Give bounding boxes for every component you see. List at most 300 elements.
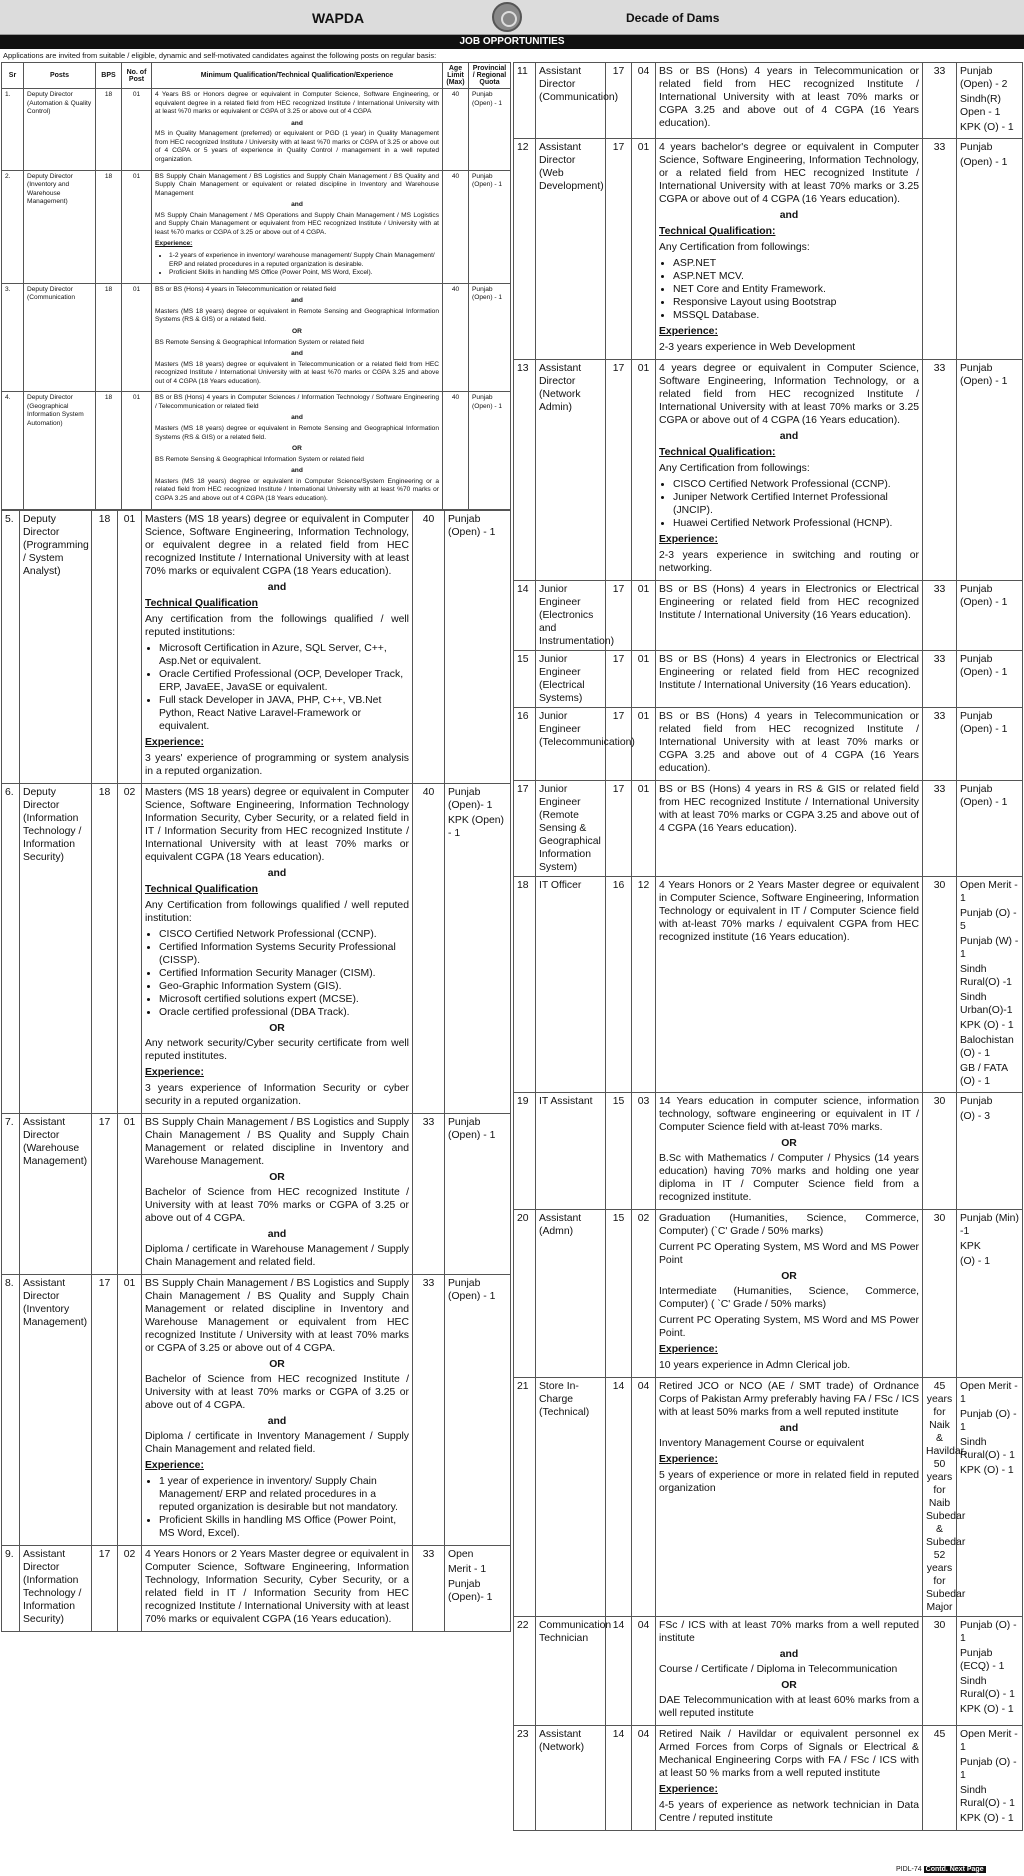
quota-cell (469, 392, 511, 509)
connector-text: and (779, 1423, 799, 1434)
sr-cell: 2. (2, 170, 24, 283)
qualification-text: BS or BS (Hons) 4 years in Telecommunication or related field from HEC recognized Institute / International University with at least 70% marks or CGPA 3.25 and above out of 4 CGPA (16 Years education). (659, 66, 919, 129)
sr-cell: 9. (2, 1545, 20, 1631)
age-limit-cell: 40 (443, 392, 469, 509)
sr-cell: 13 (514, 360, 536, 581)
sr-cell: 22 (514, 1617, 536, 1726)
table-row (514, 1726, 1023, 1831)
quota-entry: KPK (O) - 1 (960, 1704, 1014, 1715)
qualification-text: Graduation (Humanities, Science, Commerce, Computer) (`C' Grade / 50% marks) (659, 1213, 919, 1237)
table-row (514, 63, 1023, 139)
sr-cell: 21 (514, 1378, 536, 1617)
sr-cell: 15 (514, 651, 536, 708)
no-of-post-cell: 01 (632, 360, 656, 581)
intro-text: Applications are invited from suitable / eligible, dynamic and self-motivated candidates against the following posts on regular basis: (3, 51, 437, 60)
table-row (2, 170, 511, 283)
experience-heading: Experience: (659, 1454, 718, 1465)
qualification-cell (152, 89, 443, 171)
quota-entry: Punjab (Open) - 1 (448, 513, 496, 538)
connector-text: and (291, 467, 303, 475)
bps-cell: 14 (606, 1726, 632, 1831)
quota-cell (957, 1617, 1023, 1726)
qualification-cell (152, 170, 443, 283)
quota-entry: (Open) - 1 (960, 157, 1008, 168)
qualification-text: BS or BS (Hons) 4 years in Computer Sciences / Information Technology / Software Engineering / Telecommunication or related field (155, 394, 439, 410)
quota-entry: Punjab (Open) - 1 (960, 584, 1008, 608)
connector-text: and (291, 350, 303, 358)
sr-cell: 12 (514, 139, 536, 360)
col-sr: Sr (2, 63, 24, 89)
quota-entry: Punjab (Open) - 1 (472, 285, 503, 302)
bps-cell: 18 (92, 510, 118, 783)
bps-cell: 17 (92, 1113, 118, 1274)
list-item: • Geo-Graphic Information System (GIS). (159, 980, 409, 993)
quota-entry: Punjab (960, 142, 993, 153)
post-cell: Deputy Director (Geographical Information System Automation) (24, 392, 96, 509)
requirement-list (155, 252, 439, 278)
sr-cell: 6. (2, 783, 20, 1113)
qualification-cell (656, 581, 923, 651)
quota-cell (957, 651, 1023, 708)
list-item: • 1-2 years of experience in inventory/ warehouse management/ Supply Chain Management/ ERP and related procedures in a reputed organization is desirable. (169, 252, 439, 269)
qualification-text: 3 years' experience of programming or system analysis in a reputed organization. (145, 752, 409, 777)
quota-cell (957, 781, 1023, 877)
qualification-cell (152, 283, 443, 392)
technical-qualification-heading: Technical Qualification (145, 597, 258, 609)
qualification-text: Any Certification from followings: (659, 463, 810, 474)
qualification-cell (656, 708, 923, 781)
quota-cell (957, 139, 1023, 360)
qualification-cell (142, 1274, 413, 1545)
list-item: • ASP.NET MCV. (673, 270, 919, 283)
post-cell: Deputy Director (Inventory and Warehouse Management) (24, 170, 96, 283)
table-row (514, 877, 1023, 1093)
quota-entry: Punjab (Open) - 1 (448, 1116, 496, 1141)
qualification-cell (142, 1113, 413, 1274)
right-column (513, 62, 1023, 1872)
age-limit-cell: 33 (413, 1274, 445, 1545)
post-cell: IT Officer (536, 877, 606, 1093)
qualification-text: MS Supply Chain Management / MS Operations and Supply Chain Management / MS Logistics and Supply Chain Management or equivalent from HEC recognized Institute / University with at least %70 marks or CGPA of 3.25 or above out of 4 CGPA. (155, 211, 439, 236)
post-cell: Deputy Director (Information Technology / Information Security) (20, 783, 92, 1113)
qualification-text: BS or BS (Hons) 4 years in Electronics or Electrical Engineering or related field from HEC recognized Institute / International University (16 Years education). (659, 584, 919, 621)
age-limit-cell: 30 (923, 877, 957, 1093)
sr-cell: 3. (2, 283, 24, 392)
list-item: • Full stack Developer in JAVA, PHP, C++, VB.Net Python, React Native Laravel-Framework or equivalent. (159, 694, 409, 733)
bps-cell: 17 (92, 1545, 118, 1631)
table-row (514, 1210, 1023, 1378)
quota-entry: KPK (O) - 1 (960, 1465, 1014, 1476)
quota-entry: Sindh Rural(O) - 1 (960, 1676, 1015, 1700)
connector-text: and (291, 414, 303, 422)
quota-entry: Punjab (Open) - 1 (960, 654, 1008, 678)
experience-heading: Experience: (659, 326, 718, 337)
quota-entry: Punjab (Open) - 1 (472, 172, 503, 189)
bps-cell: 16 (606, 877, 632, 1093)
quota-cell (957, 1726, 1023, 1831)
connector-text: and (291, 297, 303, 305)
sr-cell: 18 (514, 877, 536, 1093)
sr-cell: 14 (514, 581, 536, 651)
technical-qualification-heading: Technical Qualification (145, 883, 258, 895)
qualification-text: Masters (MS 18 years) degree or equivalent in Remote Sensing and Geographical Information Systems (RS & GIS) or a related field. (155, 425, 439, 441)
bps-cell: 18 (96, 170, 122, 283)
col-no: No. of Post (122, 63, 152, 89)
qualification-cell (142, 1545, 413, 1631)
sr-cell: 1. (2, 89, 24, 171)
quota-entry: Punjab (Open) - 1 (960, 363, 1008, 387)
quota-entry: Balochistan (O) - 1 (960, 1035, 1014, 1059)
quota-entry: Punjab (O) - 1 (960, 1409, 1017, 1433)
bps-cell: 17 (92, 1274, 118, 1545)
list-item: • Microsoft Certification in Azure, SQL Server, C++, Asp.Net or equivalent. (159, 642, 409, 668)
col-quota: Provincial / Regional Quota (469, 63, 511, 89)
bps-cell: 18 (96, 283, 122, 392)
col-posts: Posts (24, 63, 96, 89)
banner: JOB OPPORTUNITIES (0, 35, 1024, 49)
quota-cell (445, 510, 511, 783)
qualification-text: BS Remote Sensing & Geographical Information System or related field (155, 455, 364, 463)
connector-text: and (779, 1649, 799, 1660)
connector-text: OR (292, 327, 302, 335)
bps-cell: 15 (606, 1093, 632, 1210)
qualification-text: MS in Quality Management (preferred) or equivalent or PGD (1 year) in Quality Management from HEC recognized Institute / University with at least %70 marks or CGPA of 3.25 or above out of 4 CGPA or 5 years of experience in Quality Control / management in a well reputed organization. (155, 130, 439, 163)
col-bps: BPS (96, 63, 122, 89)
list-item: • Responsive Layout using Bootstrap (673, 296, 919, 309)
bps-cell: 14 (606, 1617, 632, 1726)
header (0, 0, 1024, 35)
qualification-text: Masters (MS 18 years) degree or equivalent in Computer Science, Software Engineering, Information Technology, or equivalent degree in a related field from HEC recognized Institute / International University with at least 70% marks or equivalent CGPA (18 Years education). (145, 513, 409, 577)
no-of-post-cell: 04 (632, 1378, 656, 1617)
qualification-text: 2-3 years experience in switching and routing or networking. (659, 550, 919, 574)
quota-cell (469, 283, 511, 392)
connector-text: OR (269, 1358, 285, 1370)
qualification-cell (656, 1378, 923, 1617)
no-of-post-cell: 01 (632, 581, 656, 651)
age-limit-cell: 45 years for Naik & Havildar, 50 years for Naib Subedar & Subedar 52 years for Subedar Major (923, 1378, 957, 1617)
wapda-logo-icon (492, 2, 522, 32)
quota-entry: Punjab (Open) - 1 (448, 1277, 496, 1302)
quota-cell (469, 89, 511, 171)
footer-code: PIDL-74 (896, 1866, 922, 1873)
experience-heading: Experience: (659, 1344, 718, 1355)
age-limit-cell: 33 (923, 360, 957, 581)
qualification-text: Any network security/Cyber security certificate from well reputed institutes. (145, 1037, 409, 1062)
age-limit-cell: 33 (923, 139, 957, 360)
no-of-post-cell: 01 (118, 510, 142, 783)
post-cell: Assistant Director (Web Development) (536, 139, 606, 360)
qualification-text: BS Supply Chain Management / BS Logistics and Supply Chain Management / BS Quality and Supply Chain Management or equivalent or related discipline in Inventory and Warehouse Management (155, 172, 439, 197)
col-age: Age Limit (Max) (443, 63, 469, 89)
quota-entry: Open Merit - 1 (960, 1729, 1018, 1753)
experience-heading: Experience: (145, 1066, 204, 1078)
connector-text: and (267, 581, 287, 593)
qualification-text: Any certification from the followings qualified / well reputed institutions: (145, 613, 409, 638)
post-cell: Communication Technician (536, 1617, 606, 1726)
no-of-post-cell: 04 (632, 1726, 656, 1831)
age-limit-cell: 33 (923, 708, 957, 781)
qualification-text: 4 Years Honors or 2 Years Master degree or equivalent in Computer Science, Software Engineering, Information Technology or equivalent in IT / Computer Science field with at-least 70% marks / equivalent CGPA from HEC recognized institute (16 Years education). (659, 880, 919, 943)
sr-cell: 5. (2, 510, 20, 783)
table-row (514, 360, 1023, 581)
no-of-post-cell: 01 (632, 708, 656, 781)
table-header-row (2, 63, 511, 89)
post-cell: Assistant Director (Communication) (536, 63, 606, 139)
list-item: • CISCO Certified Network Professional (CCNP). (673, 478, 919, 491)
qualification-text: BS Supply Chain Management / BS Logistics and Supply Chain Management / BS Quality and Supply Chain Management or related discipline in Inventory and Warehouse Management. (145, 1116, 409, 1167)
post-cell: Store In-Charge (Technical) (536, 1378, 606, 1617)
no-of-post-cell: 01 (122, 283, 152, 392)
quota-entry: Punjab (Open) - 1 (472, 91, 503, 107)
quota-entry: Sindh Rural(O) - 1 (960, 1785, 1015, 1809)
table-row (2, 1113, 511, 1274)
table-row (514, 581, 1023, 651)
experience-heading: Experience: (659, 1784, 718, 1795)
age-limit-cell: 40 (443, 89, 469, 171)
no-of-post-cell: 01 (122, 89, 152, 171)
qualification-text: 4 Years Honors or 2 Years Master degree or equivalent in Computer Science, Software Engineering, Information Technology, Information Security, Cyber Security, or a related field in IT / Information Security from HEC recognized Institute / International University with at least 70% marks or equivalent CGPA (16 Years education). (145, 1548, 409, 1625)
quota-entry: (O) - 3 (960, 1111, 991, 1122)
quota-entry: KPK (O) - 1 (960, 1020, 1014, 1031)
post-cell: IT Assistant (536, 1093, 606, 1210)
technical-qualification-heading: Technical Qualification: (659, 447, 776, 458)
sr-cell: 4. (2, 392, 24, 509)
age-limit-cell: 33 (923, 581, 957, 651)
post-cell: Assistant Director (Information Technology / Information Security) (20, 1545, 92, 1631)
qualification-cell (656, 1726, 923, 1831)
age-limit-cell: 30 (923, 1617, 957, 1726)
quota-cell (957, 708, 1023, 781)
no-of-post-cell: 02 (632, 1210, 656, 1378)
qualification-text: Course / Certificate / Diploma in Telecommunication (659, 1664, 898, 1675)
footer (896, 1866, 986, 1873)
connector-text: OR (269, 1171, 285, 1183)
post-cell: Assistant Director (Warehouse Management) (20, 1113, 92, 1274)
no-of-post-cell: 01 (122, 392, 152, 509)
connector-text: OR (292, 445, 302, 453)
qualification-text: Current PC Operating System, MS Word and MS Power Point (659, 1242, 919, 1266)
age-limit-cell: 40 (413, 783, 445, 1113)
quota-cell (957, 63, 1023, 139)
connector-text: OR (781, 1680, 797, 1691)
list-item: • Certified Information Security Manager (CISM). (159, 967, 409, 980)
no-of-post-cell: 02 (118, 1545, 142, 1631)
post-cell: Junior Engineer (Remote Sensing & Geographical Information System) (536, 781, 606, 877)
requirement-list (659, 478, 919, 530)
table-row (514, 781, 1023, 877)
slogan: Decade of Dams (626, 11, 720, 25)
quota-entry: Punjab (O) - 5 (960, 908, 1017, 932)
quota-entry: Sindh Rural(O) -1 (960, 964, 1012, 988)
connector-text: OR (781, 1138, 797, 1149)
qualification-text: Any Certification from followings qualified / well reputed institution: (145, 899, 409, 924)
table-row (514, 651, 1023, 708)
post-cell: Assistant Director (Network Admin) (536, 360, 606, 581)
qualification-text: Diploma / certificate in Warehouse Management / Supply Chain Management and related field. (145, 1243, 409, 1268)
quota-entry: Punjab (O) - 1 (960, 1620, 1017, 1644)
quota-entry: GB / FATA (O) - 1 (960, 1063, 1008, 1087)
experience-heading: Experience: (659, 534, 718, 545)
quota-entry: Punjab (Open) - 1 (960, 711, 1008, 735)
qualification-text: Current PC Operating System, MS Word and MS Power Point. (659, 1315, 919, 1339)
age-limit-cell: 33 (923, 63, 957, 139)
col-qual: Minimum Qualification/Technical Qualification/Experience (152, 63, 443, 89)
bps-cell: 17 (606, 581, 632, 651)
qualification-text: B.Sc with Mathematics / Computer / Physics (14 years education) having 70% marks and holding one year diploma in IT / Computer Science field from a recognized institute. (659, 1153, 919, 1203)
no-of-post-cell: 01 (118, 1113, 142, 1274)
qualification-text: 3 years experience of Information Security or cyber security in a reputed organization. (145, 1082, 409, 1107)
jobs-table-left (1, 510, 511, 1632)
continued-label: Contd. Next Page (925, 1866, 984, 1873)
jobs-table-right (513, 62, 1023, 1831)
quota-entry: Punjab (O) - 1 (960, 1757, 1017, 1781)
technical-qualification-heading: Technical Qualification: (659, 226, 776, 237)
qualification-text: BS or BS (Hons) 4 years in Telecommunication or related field (155, 285, 336, 293)
connector-text: and (267, 1415, 287, 1427)
quota-entry: Sindh Rural(O) - 1 (960, 1437, 1015, 1461)
post-cell: Junior Engineer (Electrical Systems) (536, 651, 606, 708)
org-name: WAPDA (312, 10, 365, 26)
table-row (2, 89, 511, 171)
quota-entry: Open Merit - 1 (960, 880, 1018, 904)
post-cell: Deputy Director (Communication (24, 283, 96, 392)
list-item: • Juniper Network Certified Internet Professional (JNCIP). (673, 491, 919, 517)
qualification-text: 2-3 years experience in Web Development (659, 342, 856, 353)
list-item: • Oracle certified professional (DBA Track). (159, 1006, 409, 1019)
post-cell: Assistant Director (Inventory Management) (20, 1274, 92, 1545)
sr-cell: 8. (2, 1274, 20, 1545)
no-of-post-cell: 03 (632, 1093, 656, 1210)
list-item: • CISCO Certified Network Professional (CCNP). (159, 928, 409, 941)
no-of-post-cell: 01 (632, 781, 656, 877)
bps-cell: 18 (92, 783, 118, 1113)
quota-cell (445, 1274, 511, 1545)
sr-cell: 16 (514, 708, 536, 781)
qualification-text: BS Remote Sensing & Geographical Information System or related field (155, 338, 364, 346)
no-of-post-cell: 01 (118, 1274, 142, 1545)
quota-cell (445, 1113, 511, 1274)
no-of-post-cell: 02 (118, 783, 142, 1113)
qualification-text: 4 Years BS or Honors degree or equivalent in Computer Science, Software Engineering, or equivalent degree in a related field from HEC recognized Institute / International University with at least %70 marks or equivalent or CGPA of 3.25 or above out of 4 CGPA (155, 91, 439, 116)
connector-text: and (291, 119, 303, 127)
quota-entry: Sindh(R) Open - 1 (960, 94, 1001, 118)
age-limit-cell: 40 (443, 283, 469, 392)
bps-cell: 14 (606, 1378, 632, 1617)
sr-cell: 23 (514, 1726, 536, 1831)
requirement-list (659, 257, 919, 322)
no-of-post-cell: 12 (632, 877, 656, 1093)
list-item: • Certified Information Systems Security Professional (CISSP). (159, 941, 409, 967)
table-row (514, 139, 1023, 360)
qualification-text: 4 years degree or equivalent in Computer Science, Software Engineering, Information Technology, or a related field from HEC recognized Institute / International University with at least 70% marks or 3.25 CGPA or above out of 4 CGPA (16 Years education). (659, 363, 919, 426)
post-cell: Deputy Director (Automation & Quality Control) (24, 89, 96, 171)
age-limit-cell: 33 (923, 651, 957, 708)
list-item: • Proficient Skills in handling MS Office (Power Point, MS Word, Excel). (159, 1514, 409, 1540)
experience-heading: Experience: (145, 1459, 204, 1471)
bps-cell: 17 (606, 781, 632, 877)
qualification-text: Bachelor of Science from HEC recognized Institute / University with at least 70% marks or CGPA of 3.25 or above out of 4 CGPA. (145, 1186, 409, 1224)
qualification-text: Masters (MS 18 years) degree or equivalent in Computer Science, Software Engineering, Information Technology Information Security, Cyber Security, or a related field in IT / Information Security from HEC recognized Institute / International University with at least 70% marks or equivalent CGPA (18 Years education). (145, 786, 409, 863)
bps-cell: 17 (606, 708, 632, 781)
connector-text: OR (269, 1022, 285, 1034)
qualification-text: 4-5 years of experience as network technician in Data Centre / reputed institute (659, 1800, 919, 1824)
bps-cell: 15 (606, 1210, 632, 1378)
quota-entry: (O) - 1 (960, 1256, 991, 1267)
qualification-cell (656, 877, 923, 1093)
list-item: • Microsoft certified solutions expert (MCSE). (159, 993, 409, 1006)
bps-cell: 17 (606, 651, 632, 708)
age-limit-cell: 33 (923, 781, 957, 877)
age-limit-cell: 33 (413, 1545, 445, 1631)
post-cell: Assistant (Network) (536, 1726, 606, 1831)
requirement-list (145, 1475, 409, 1540)
qualification-text: BS or BS (Hons) 4 years in Telecommunication or related field from HEC recognized Institute / International University with at least 70% marks or CGPA 3.25 and above out of 4 CGPA (16 Years education). (659, 711, 919, 774)
qualification-text: 10 years experience in Admn Clerical job. (659, 1360, 851, 1371)
quota-cell (957, 1093, 1023, 1210)
quota-cell (957, 1210, 1023, 1378)
qualification-cell (142, 783, 413, 1113)
qualification-text: Masters (MS 18 years) degree or equivalent in Computer Science/System Engineering or a related field from HEC recognized Institute / International University with at least %70 marks or CGPA 3.25 and above out of 4 CGPA (18 Years education). (155, 477, 439, 502)
quota-cell (957, 1378, 1023, 1617)
no-of-post-cell: 01 (632, 651, 656, 708)
no-of-post-cell: 01 (632, 139, 656, 360)
bps-cell: 17 (606, 360, 632, 581)
qualification-text: BS Supply Chain Management / BS Logistics and Supply Chain Management / BS Quality and Supply Chain Management or related discipline in Inventory and Warehouse Management or equivalent from HEC recognized Institute / University with at least 70% marks or CGPA of 3.25 or above out of 4 CGPA. (145, 1277, 409, 1354)
qualification-text: Retired JCO or NCO (AE / SMT trade) of Ordnance Corps of Pakistan Army preferably having FA / FSc / ICS with at least 50% marks from a well reputed institute (659, 1381, 919, 1418)
quota-cell (445, 783, 511, 1113)
qualification-text: Bachelor of Science from HEC recognized Institute / University with at least 70% marks or CGPA of 3.25 or above out of 4 CGPA. (145, 1373, 409, 1411)
qualification-text: Any Certification from followings: (659, 242, 810, 253)
table-row (514, 1378, 1023, 1617)
connector-text: and (779, 210, 799, 221)
list-item: • Proficient Skills in handling MS Office (Power Point, MS Word, Excel). (169, 269, 439, 278)
qualification-cell (656, 1210, 923, 1378)
quota-entry: Open Merit - 1 (960, 1381, 1018, 1405)
sr-cell: 20 (514, 1210, 536, 1378)
list-item: • ASP.NET (673, 257, 919, 270)
list-item: • Huawei Certified Network Professional (HCNP). (673, 517, 919, 530)
table-row (514, 708, 1023, 781)
qualification-text: 5 years of experience or more in related field in reputed organization (659, 1470, 919, 1494)
qualification-text: FSc / ICS with at least 70% marks from a well reputed institute (659, 1620, 919, 1644)
qualification-cell (656, 139, 923, 360)
quota-entry: KPK (Open) - 1 (448, 814, 505, 839)
qualification-text: DAE Telecommunication with at least 60% marks from a well reputed institute (659, 1695, 919, 1719)
qualification-cell (656, 63, 923, 139)
bps-cell: 17 (606, 139, 632, 360)
table-row (2, 1545, 511, 1631)
connector-text: and (267, 1228, 287, 1240)
quota-entry: Punjab (960, 1096, 993, 1107)
qualification-text: Inventory Management Course or equivalent (659, 1438, 865, 1449)
list-item: • Oracle Certified Professional (OCP, Developer Track, ERP, JavaEE, JavaSE or equivalent. (159, 668, 409, 694)
table-row (514, 1093, 1023, 1210)
list-item: • NET Core and Entity Framework. (673, 283, 919, 296)
qualification-text: Retired Naik / Havildar or equivalent personnel ex Armed Forces from Corps of Signals or Electrical & Mechanical Engineering Corps with FA / FSc / ICS with at least 50 % marks from a well reputed institute (659, 1729, 919, 1779)
list-item: • MSSQL Database. (673, 309, 919, 322)
sr-cell: 17 (514, 781, 536, 877)
bps-cell: 17 (606, 63, 632, 139)
quota-entry: KPK (O) - 1 (960, 122, 1014, 133)
table-row (2, 1274, 511, 1545)
quota-cell (957, 360, 1023, 581)
age-limit-cell: 40 (443, 170, 469, 283)
no-of-post-cell: 01 (122, 170, 152, 283)
qualification-text: Masters (MS 18 years) degree or equivalent in Telecommunication or a related field from HEC recognized Institute / International University with at least %70 marks or CGPA 3.25 and above out of 4 CGPA (18 Years education). (155, 360, 439, 385)
quota-cell (445, 1545, 511, 1631)
quota-entry: Punjab (W) - 1 (960, 936, 1019, 960)
quota-entry: Punjab (Open) - 1 (960, 784, 1008, 808)
